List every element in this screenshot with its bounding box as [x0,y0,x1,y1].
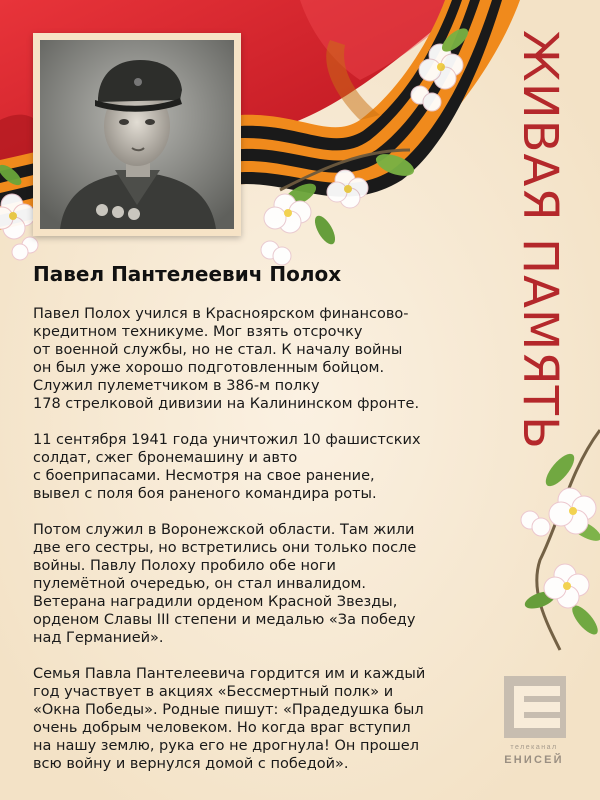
portrait-frame [33,33,241,236]
yenisei-logo-icon [504,676,566,738]
logo-caption: телеканал [510,744,558,751]
veteran-portrait-photo [40,40,234,229]
channel-logo [497,676,571,772]
bio-paragraph: Павел Полох учился в Красноярском финансово- кредитном техникуме. Мог взять отсрочку от военной службы, но не стал. К началу войны он был уже хорошо подготовленным бойцом. Служил пулеметчиком в 386-м полку 178 стрелковой дивизии на Калининском фронте. [33,306,420,412]
bio-paragraph: Семья Павла Пантелеевича гордится им и каждый год участвует в акциях «Бессмертный полк» и «Окна Победы». Родные пишут: «Прадедушка был очень добрым человеком. Но когда враг вступил на нашу землю, рука его не дрогнула! Он прошел всю войну и вернулся домой с победой». [33,666,426,772]
logo-name: ЕНИСЕЙ [504,754,564,766]
person-name: Павел Пантелеевич Полох [33,262,342,286]
bio-paragraph: 11 сентября 1941 года уничтожил 10 фашистских солдат, сжег бронемашину и авто с боеприпасами. Несмотря на свое ранение, вывел с поля боя раненого командира роты. [33,432,421,502]
biography-text [33,305,493,791]
vertical-title: ЖИВАЯ ПАМЯТЬ [512,30,568,450]
bio-paragraph: Потом служил в Воронежской области. Там жили две его сестры, но встретились они только после войны. Павлу Полоху пробило обе ноги пулемётной очередью, он стал инвалидом. Ветерана наградили орденом Красной Звезды, орденом Славы III степени и медалью «За победу над Германией». [33,522,417,646]
